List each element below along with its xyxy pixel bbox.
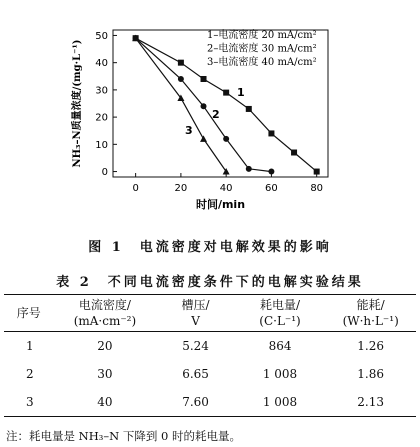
data-point: [200, 135, 207, 142]
cell-energy: 1.86: [357, 367, 385, 381]
legend-entry: 3–电流密度 40 mA/cm²: [207, 57, 317, 68]
data-point: [223, 136, 229, 142]
cell-charge: 1 008: [262, 367, 298, 381]
data-point: [201, 103, 207, 109]
series-label: 3: [185, 124, 193, 137]
table-row: [4, 388, 416, 417]
table-caption: 表 2 不同电流密度条件下的电解实验结果: [56, 275, 364, 290]
cell-voltage: 6.65: [182, 367, 209, 381]
cell-energy: 1.26: [357, 339, 385, 353]
data-point: [246, 166, 252, 172]
table-header-row: [4, 295, 416, 332]
cell-charge: 864: [268, 339, 292, 353]
y-tick-label: 30: [95, 85, 108, 97]
figure-caption: 图 1 电流密度对电解效果的影响: [88, 240, 332, 255]
y-tick-label: 40: [95, 58, 108, 70]
y-tick-label: 20: [95, 112, 108, 124]
y-tick-label: 10: [95, 139, 108, 151]
header-current-density: 电流密度/ (mA·cm⁻²): [73, 298, 137, 328]
cell-energy: 2.13: [357, 395, 385, 409]
header-index: 序号: [16, 306, 41, 320]
cell-index: 1: [26, 339, 34, 353]
cell-current-density: 20: [97, 339, 113, 353]
results-table: [4, 294, 416, 417]
header-voltage: 槽压/ V: [181, 298, 210, 328]
table-note: 注：耗电量是 NH₃–N 下降到 0 时的耗电量。: [6, 429, 241, 443]
legend-entry: 2–电流密度 30 mA/cm²: [207, 43, 317, 55]
cell-index: 3: [26, 395, 34, 409]
data-point: [291, 150, 297, 156]
x-tick-label: 0: [132, 183, 139, 194]
y-tick-label: 0: [101, 167, 108, 179]
table-row: [4, 360, 416, 388]
data-point: [268, 169, 274, 175]
cell-charge: 1 008: [262, 395, 298, 409]
x-tick-label: 60: [265, 183, 278, 194]
table-row: [4, 332, 416, 361]
header-charge: 耗电量/ (C·L⁻¹): [259, 298, 301, 328]
header-energy: 能耗/ (W·h·L⁻¹): [342, 298, 399, 328]
cell-voltage: 5.24: [182, 339, 209, 353]
y-tick-label: 50: [95, 30, 108, 42]
x-axis-label: 时间/min: [195, 198, 246, 211]
x-tick-label: 80: [310, 183, 324, 194]
data-point: [178, 60, 184, 66]
data-point: [223, 90, 229, 96]
data-point: [178, 76, 184, 82]
data-point: [201, 76, 207, 82]
cell-voltage: 7.60: [182, 395, 209, 409]
cell-current-density: 40: [97, 395, 113, 409]
legend-entry: 1–电流密度 20 mA/cm²: [207, 30, 317, 41]
cell-current-density: 30: [97, 367, 113, 381]
series-label: 1: [237, 86, 245, 99]
x-tick-label: 20: [174, 183, 188, 194]
x-tick-label: 40: [219, 183, 233, 194]
data-point: [314, 169, 320, 175]
y-axis-label: NH₃–N质量浓度/(mg·L⁻¹): [72, 39, 83, 168]
data-point: [268, 130, 274, 136]
cell-index: 2: [26, 367, 34, 381]
data-point: [246, 106, 252, 112]
series-label: 2: [212, 108, 220, 121]
